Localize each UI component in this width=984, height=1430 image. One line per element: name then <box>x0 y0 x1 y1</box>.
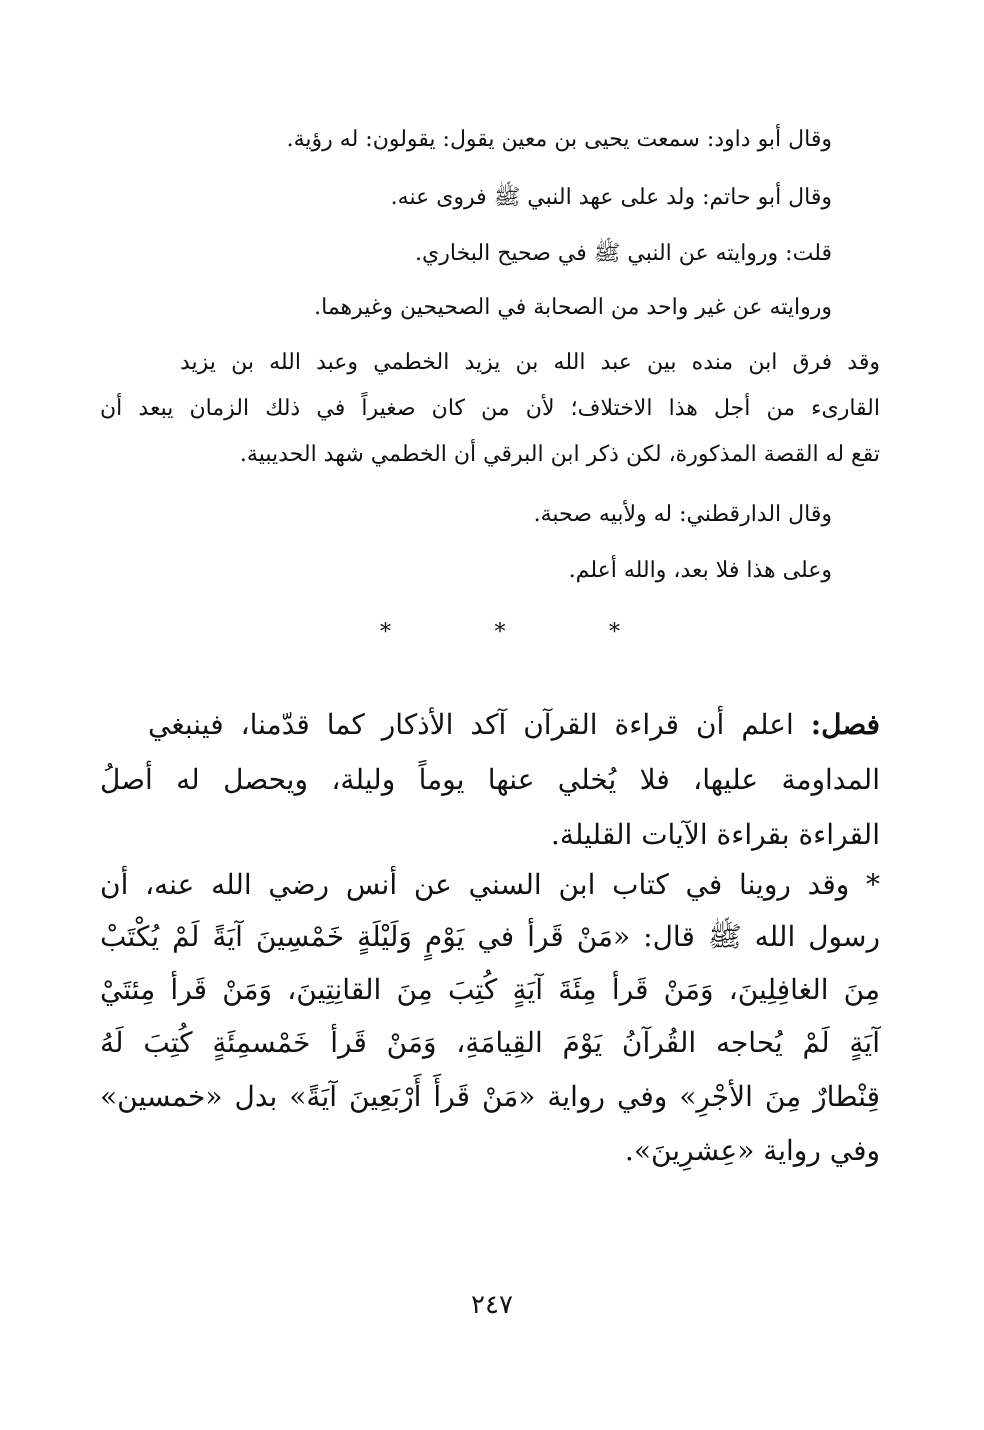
separator-star: * <box>380 620 391 645</box>
text-line: وقد فرق ابن منده بين عبد الله بن يزيد الخطمي وعبد الله بن يزيد <box>180 350 880 375</box>
text-line: رسول الله ﷺ قال: «مَنْ قَرأ في يَوْمٍ وَلَيْلَةٍ خَمْسِينَ آيَةً لَمْ يُكْتَبْ <box>100 920 880 953</box>
section-separator <box>380 620 620 645</box>
text-line: المداومة عليها، فلا يُخلي عنها يوماً وليلة، ويحصل له أصلُ <box>100 763 880 796</box>
text-segment: اعلم أن قراءة القرآن آكد الأذكار كما قدّمنا، فينبغي <box>148 708 794 741</box>
text-line: وروايته عن غير واحد من الصحابة في الصحيحين وغيرهما. <box>314 295 832 320</box>
text-line: وفي رواية «عِشرِينَ». <box>624 1134 880 1167</box>
text-line: وقال أبو داود: سمعت يحيى بن معين يقول: يقولون: له رؤية. <box>286 127 832 152</box>
text-line: * وقد روينا في كتاب ابن السني عن أنس رضي الله عنه، أن <box>100 868 880 901</box>
text-line: القراءة بقراءة الآيات القليلة. <box>550 818 880 851</box>
separator-star: * <box>609 620 620 645</box>
text-line: آيَةٍ لَمْ يُحاجه القُرآنُ يَوْمَ القِيامَةِ، وَمَنْ قَرأ خَمْسمِئَةٍ كُتِبَ لَهُ <box>100 1026 880 1059</box>
text-line: وقال الدارقطني: له ولأبيه صحبة. <box>533 502 832 527</box>
text-line <box>148 708 880 741</box>
section-heading: فصل: <box>810 708 881 741</box>
text-line: القارىء من أجل هذا الاختلاف؛ لأن من كان صغيراً في ذلك الزمان يبعد أن <box>100 396 880 421</box>
text-line: قلت: وروايته عن النبي ﷺ في صحيح البخاري. <box>415 241 832 266</box>
text-line: تقع له القصة المذكورة، لكن ذكر ابن البرقي أن الخطمي شهد الحديبية. <box>239 442 880 467</box>
separator-star: * <box>494 620 506 645</box>
text-line: وعلى هذا فلا بعد، والله أعلم. <box>568 558 832 583</box>
text-line: وقال أبو حاتم: ولد على عهد النبي ﷺ فروى عنه. <box>390 185 832 210</box>
page-number: ٢٤٧ <box>471 1290 513 1320</box>
text-line: قِنْطارٌ مِنَ الأجْرِ» وفي رواية «مَنْ قَرأَ أَرْبَعِينَ آيَةً» بدل «خمسين» <box>100 1080 880 1113</box>
text-line: مِنَ الغافِلِينَ، وَمَنْ قَرأ مِئَةَ آيَةٍ كُتِبَ مِنَ القانِتِينَ، وَمَنْ قَرأ مِئتَيْ <box>100 973 880 1006</box>
